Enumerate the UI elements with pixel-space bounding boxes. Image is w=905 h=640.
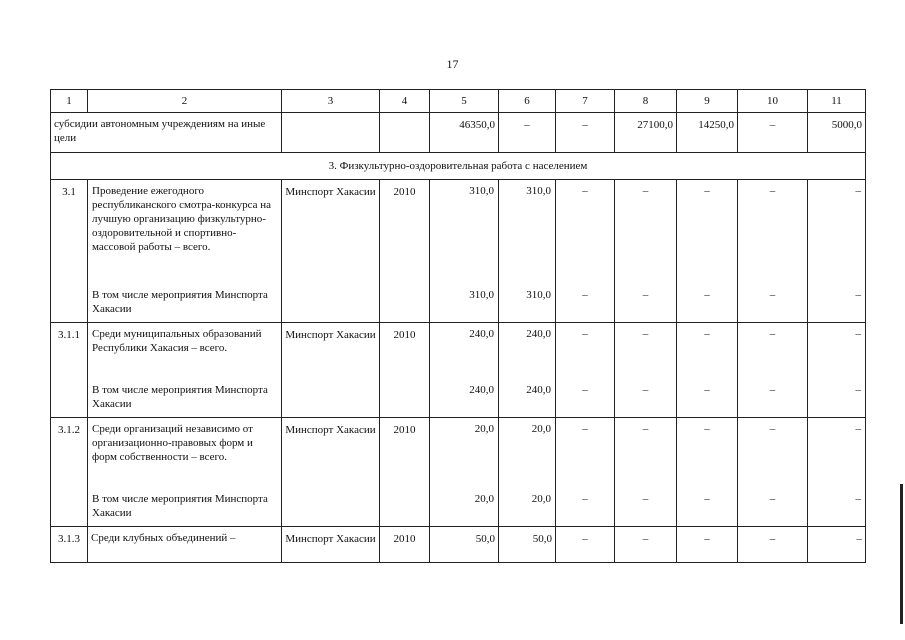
dash-value: – bbox=[738, 527, 808, 563]
subsidy-name: субсидии автономным учреждениям на иные цели bbox=[51, 113, 282, 153]
table-row bbox=[51, 418, 866, 527]
dash-value: – bbox=[582, 423, 588, 435]
table-row-subsidy bbox=[51, 113, 866, 153]
amount-value: 310,0 bbox=[469, 289, 494, 301]
item-executor: Минспорт Хакасии bbox=[282, 527, 380, 563]
dash-value: – bbox=[769, 185, 776, 197]
item-number: 3.1.3 bbox=[51, 527, 88, 563]
column-header: 1 bbox=[51, 90, 88, 113]
item-name-cell bbox=[88, 180, 282, 323]
amount-cell: 5000,0 bbox=[808, 113, 866, 153]
dash-value: – bbox=[769, 423, 776, 435]
column-header: 7 bbox=[556, 90, 615, 113]
dash-value: – bbox=[582, 328, 588, 340]
dash-value: – bbox=[704, 289, 710, 301]
section-title: 3. Физкультурно-оздоровительная работа с населением bbox=[51, 153, 866, 180]
amount-value: 240,0 bbox=[526, 384, 551, 396]
amount-cell bbox=[499, 418, 556, 527]
column-header: 6 bbox=[499, 90, 556, 113]
amount-cell bbox=[430, 323, 499, 418]
amount-value: 240,0 bbox=[469, 384, 494, 396]
dash-value: – bbox=[704, 493, 710, 505]
executor-cell bbox=[282, 113, 380, 153]
column-header: 11 bbox=[808, 90, 866, 113]
dash-value: – bbox=[642, 328, 649, 340]
year-cell bbox=[380, 113, 430, 153]
amount-value: 50,0 bbox=[499, 527, 556, 563]
table-row bbox=[51, 527, 866, 563]
dash-value: – bbox=[642, 185, 649, 197]
amount-cell bbox=[556, 418, 615, 527]
dash-value: – bbox=[582, 289, 588, 301]
amount-cell bbox=[615, 418, 677, 527]
dash-value: – bbox=[704, 185, 710, 197]
item-executor: Минспорт Хакасии bbox=[282, 323, 380, 418]
amount-value: 20,0 bbox=[474, 423, 494, 435]
page-number: 17 bbox=[446, 57, 459, 71]
amount-cell bbox=[615, 180, 677, 323]
dash-value: – bbox=[582, 185, 588, 197]
dash-value: – bbox=[855, 185, 861, 197]
amount-cell: 14250,0 bbox=[677, 113, 738, 153]
dash-value: – bbox=[642, 423, 649, 435]
item-year: 2010 bbox=[380, 323, 430, 418]
item-year: 2010 bbox=[380, 527, 430, 563]
column-header: 8 bbox=[615, 90, 677, 113]
item-name: Среди клубных объединений – bbox=[88, 527, 282, 563]
sub-item-name: В том числе мероприятия Минспорта Хакасии bbox=[92, 384, 268, 410]
item-year: 2010 bbox=[380, 180, 430, 323]
amount-cell bbox=[430, 418, 499, 527]
item-executor: Минспорт Хакасии bbox=[282, 418, 380, 527]
dash-value: – bbox=[582, 384, 588, 396]
amount-value: 310,0 bbox=[526, 185, 551, 197]
column-header: 2 bbox=[88, 90, 282, 113]
dash-value: – bbox=[855, 423, 861, 435]
amount-cell bbox=[556, 180, 615, 323]
amount-value: 310,0 bbox=[526, 289, 551, 301]
amount-value: 240,0 bbox=[526, 328, 551, 340]
dash-value: – bbox=[769, 289, 776, 301]
table-header-row bbox=[51, 90, 866, 113]
item-number: 3.1 bbox=[51, 180, 88, 323]
item-name: Среди организаций независимо от организационно-правовых форм и форм собственности – всего. bbox=[92, 423, 253, 463]
table-row bbox=[51, 180, 866, 323]
dash-value: – bbox=[704, 328, 710, 340]
item-executor: Минспорт Хакасии bbox=[282, 180, 380, 323]
amount-cell bbox=[499, 323, 556, 418]
dash-value: – bbox=[769, 493, 776, 505]
column-header: 3 bbox=[282, 90, 380, 113]
sub-item-name: В том числе мероприятия Минспорта Хакасии bbox=[92, 289, 268, 315]
amount-cell: – bbox=[556, 113, 615, 153]
column-header: 5 bbox=[430, 90, 499, 113]
amount-cell: 27100,0 bbox=[615, 113, 677, 153]
table-section-row bbox=[51, 153, 866, 180]
dash-value: – bbox=[642, 384, 649, 396]
amount-value: 310,0 bbox=[469, 185, 494, 197]
dash-value: – bbox=[855, 384, 861, 396]
amount-cell bbox=[738, 418, 808, 527]
amount-value: 20,0 bbox=[531, 423, 551, 435]
amount-value: 50,0 bbox=[430, 527, 499, 563]
sub-item-name: В том числе мероприятия Минспорта Хакасии bbox=[92, 493, 268, 519]
dash-value: – bbox=[582, 493, 588, 505]
amount-cell bbox=[677, 180, 738, 323]
amount-cell bbox=[556, 323, 615, 418]
amount-value: 20,0 bbox=[531, 493, 551, 505]
item-year: 2010 bbox=[380, 418, 430, 527]
dash-value: – bbox=[855, 328, 861, 340]
item-number: 3.1.1 bbox=[51, 323, 88, 418]
amount-cell bbox=[499, 180, 556, 323]
amount-cell bbox=[677, 323, 738, 418]
amount-cell bbox=[615, 323, 677, 418]
dash-value: – bbox=[808, 527, 866, 563]
dash-value: – bbox=[615, 527, 677, 563]
table-row bbox=[51, 323, 866, 418]
amount-cell: – bbox=[499, 113, 556, 153]
scan-edge-line bbox=[900, 484, 903, 624]
amount-cell bbox=[677, 418, 738, 527]
column-header: 4 bbox=[380, 90, 430, 113]
dash-value: – bbox=[642, 493, 649, 505]
amount-cell: – bbox=[738, 113, 808, 153]
dash-value: – bbox=[855, 289, 861, 301]
program-table bbox=[50, 89, 866, 563]
dash-value: – bbox=[704, 384, 710, 396]
dash-value: – bbox=[642, 289, 649, 301]
amount-cell bbox=[738, 323, 808, 418]
amount-cell bbox=[738, 180, 808, 323]
column-header: 9 bbox=[677, 90, 738, 113]
item-name-cell bbox=[88, 418, 282, 527]
amount-cell bbox=[808, 418, 866, 527]
dash-value: – bbox=[677, 527, 738, 563]
amount-cell bbox=[808, 180, 866, 323]
amount-cell: 46350,0 bbox=[430, 113, 499, 153]
item-number: 3.1.2 bbox=[51, 418, 88, 527]
dash-value: – bbox=[769, 328, 776, 340]
amount-value: 240,0 bbox=[469, 328, 494, 340]
column-header: 10 bbox=[738, 90, 808, 113]
dash-value: – bbox=[556, 527, 615, 563]
dash-value: – bbox=[855, 493, 861, 505]
item-name: Среди муниципальных образований Республики Хакасия – всего. bbox=[92, 328, 262, 354]
amount-value: 20,0 bbox=[474, 493, 494, 505]
item-name-cell bbox=[88, 323, 282, 418]
amount-cell bbox=[808, 323, 866, 418]
dash-value: – bbox=[704, 423, 710, 435]
amount-cell bbox=[430, 180, 499, 323]
dash-value: – bbox=[769, 384, 776, 396]
item-name: Проведение ежегодного республиканского смотра-конкурса на лучшую организацию физкультурно-оздоровительной и спортивно-массовой работы – всего. bbox=[92, 185, 272, 253]
